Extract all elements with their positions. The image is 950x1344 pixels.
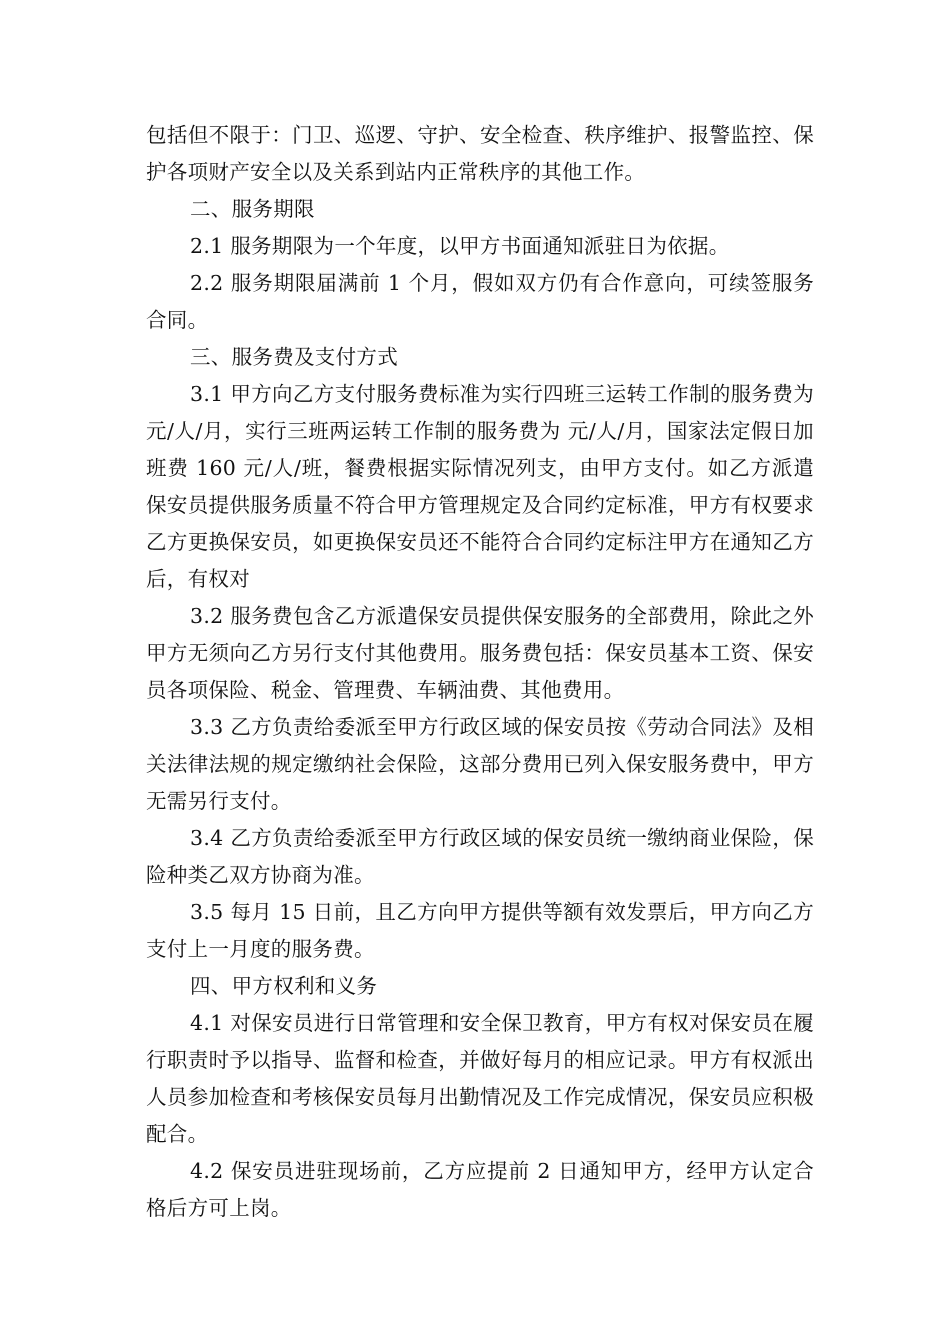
clause-2-2: 2.2 服务期限届满前 1 个月，假如双方仍有合作意向，可续签服务合同。 xyxy=(146,271,814,332)
clause-3-1: 3.1 甲方向乙方支付服务费标准为实行四班三运转工作制的服务费为 元/人/月，实行三班两运转工作制的服务费为 元/人/月，国家法定假日加班费 160 元/人/班，餐费根据实际情况列支，由甲方支付。如乙方派遣保安员提供服务质量不符合甲方管理规定及合同约定标准，甲方有权要求乙方更换保安员，如更换保安员还不能符合合同约定标注甲方在通知乙方后，有权对 xyxy=(146,382,814,591)
clause-4-1: 4.1 对保安员进行日常管理和安全保卫教育，甲方有权对保安员在履行职责时予以指导、监督和检查，并做好每月的相应记录。甲方有权派出人员参加检查和考核保安员每月出勤情况及工作完成情况，保安员应积极配合。 xyxy=(146,1011,814,1146)
heading-party-a-rights: 四、甲方权利和义务 xyxy=(190,974,378,998)
clause-3-3: 3.3 乙方负责给委派至甲方行政区域的保安员按《劳动合同法》及相关法律法规的规定缴纳社会保险，这部分费用已列入保安服务费中，甲方无需另行支付。 xyxy=(146,715,814,813)
document-page xyxy=(146,117,814,1227)
clause-3-4: 3.4 乙方负责给委派至甲方行政区域的保安员统一缴纳商业保险，保险种类乙双方协商为准。 xyxy=(146,826,814,887)
clause-3-5: 3.5 每月 15 日前，且乙方向甲方提供等额有效发票后，甲方向乙方支付上一月度的服务费。 xyxy=(146,900,814,961)
heading-fees-payment: 三、服务费及支付方式 xyxy=(190,345,398,369)
clause-3-2: 3.2 服务费包含乙方派遣保安员提供保安服务的全部费用，除此之外甲方无须向乙方另行支付其他费用。服务费包括：保安员基本工资、保安员各项保险、税金、管理费、车辆油费、其他费用。 xyxy=(146,604,814,702)
clause-2-1: 2.1 服务期限为一个年度，以甲方书面通知派驻日为依据。 xyxy=(190,234,730,258)
paragraph-scope-continuation: 包括但不限于：门卫、巡逻、守护、安全检查、秩序维护、报警监控、保护各项财产安全以及关系到站内正常秩序的其他工作。 xyxy=(146,123,814,184)
clause-4-2: 4.2 保安员进驻现场前，乙方应提前 2 日通知甲方，经甲方认定合格后方可上岗。 xyxy=(146,1159,814,1220)
heading-service-term: 二、服务期限 xyxy=(190,197,315,221)
